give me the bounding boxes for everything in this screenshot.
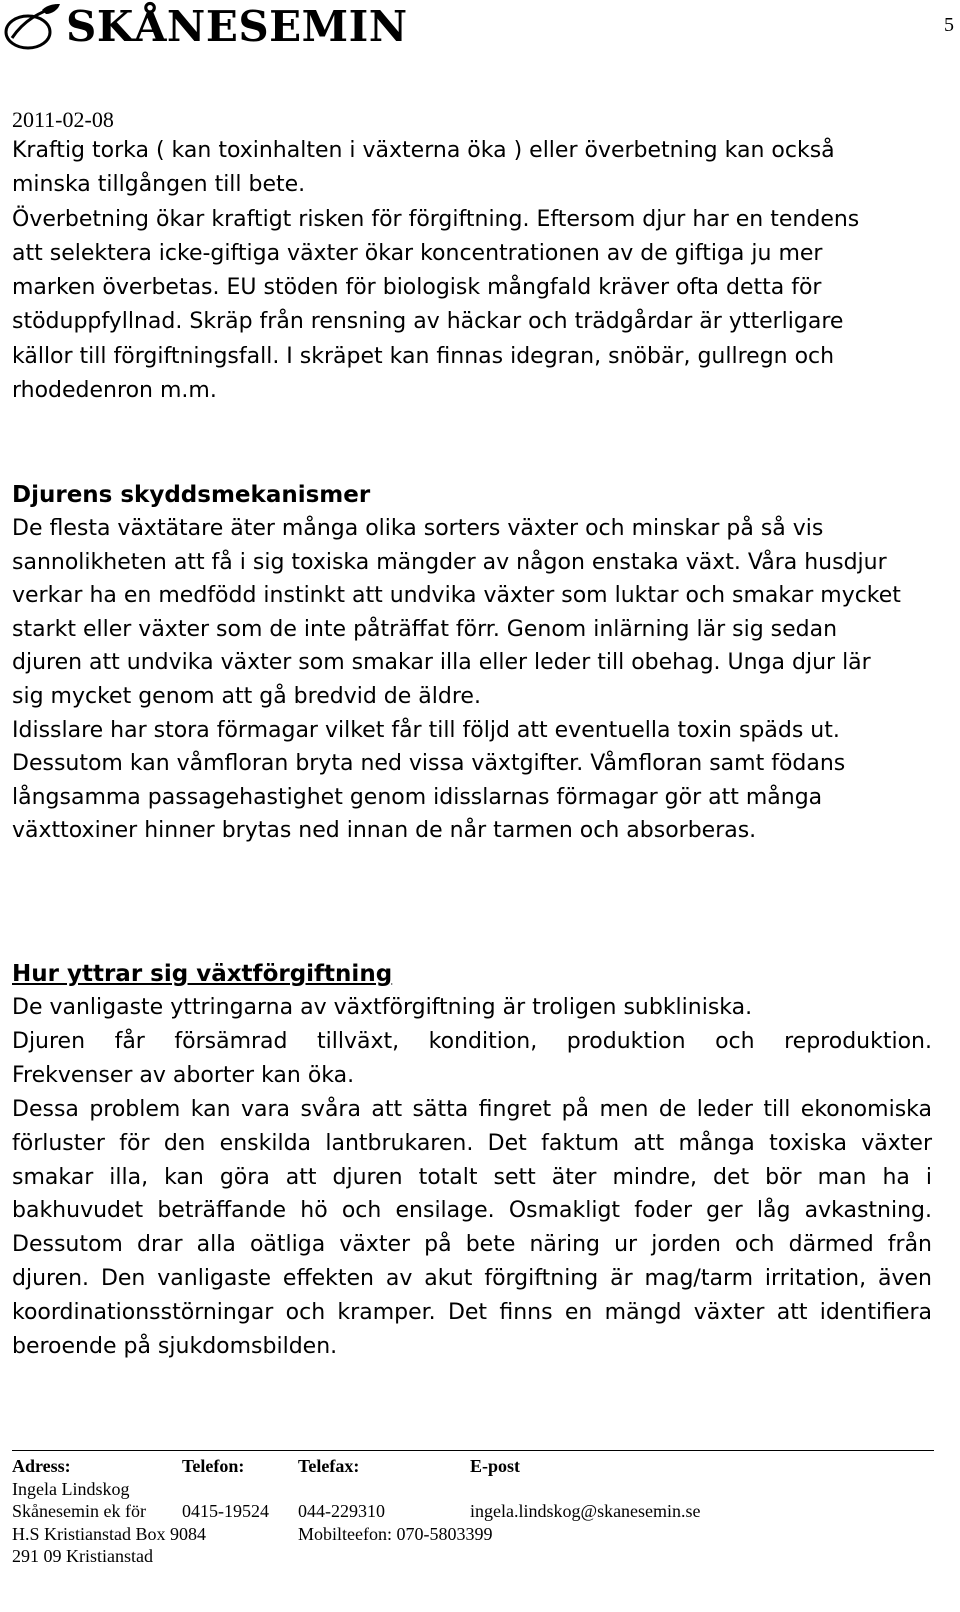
text-line: sannolikheten att få i sig toxiska mängder av någon enstaka växt. Våra husdjur (12, 549, 887, 575)
text-line: Idisslare har stora förmagar vilket får till följd att eventuella toxin späds ut. (12, 717, 840, 743)
text-line: starkt eller växter som de inte påträffat förr. Genom inlärning lär sig sedan (12, 616, 838, 642)
footer-header-email: E-post (470, 1456, 521, 1476)
text-line: att selektera icke-giftiga växter ökar koncentrationen av de giftiga ju mer (12, 240, 823, 266)
text-line: Dessa problem kan vara svåra att sätta fingret på men de leder till ekonomiska (12, 1096, 932, 1122)
document-date: 2011-02-08 (12, 107, 114, 132)
text-line: djuren. Den vanligaste effekten av akut förgiftning är mag/tarm irritation, även (12, 1266, 932, 1292)
text-line: rhodedenron m.m. (12, 378, 217, 404)
footer-header-phone: Telefon: (182, 1456, 245, 1476)
footer-header-row (12, 1456, 932, 1479)
footer-address: Skånesemin ek för (12, 1501, 146, 1521)
text-line: Djuren får försämrad tillväxt, kondition, produktion och reproduktion. (12, 1028, 932, 1054)
page-number: 5 (944, 14, 954, 36)
text-line: Dessutom kan våmfloran bryta ned vissa växtgifter. Våmfloran samt födans (12, 751, 846, 777)
text-line: djuren att undvika växter som smakar illa eller leder till obehag. Unga djur lär (12, 650, 871, 676)
section-heading-skyddsmekanismer: Djurens skyddsmekanismer (12, 482, 371, 508)
text-line: marken överbetas. EU stöden för biologisk mångfald kräver ofta detta för (12, 275, 822, 301)
section-body-vaxtforgiftning (12, 991, 932, 1364)
text-line: minska tillgången till bete. (12, 172, 306, 198)
footer-row (12, 1524, 932, 1547)
section-heading-vaxtforgiftning: Hur yttrar sig växtförgiftning (12, 961, 393, 987)
footer-header-address: Adress: (12, 1456, 71, 1476)
footer-divider (12, 1450, 934, 1451)
text-line: verkar ha en medfödd instinkt att undvika växter som luktar och smakar mycket (12, 583, 901, 609)
text-line: Frekvenser av aborter kan öka. (12, 1062, 355, 1088)
footer-email-link[interactable]: ingela.lindskog@skanesemin.se (470, 1501, 701, 1521)
logo-wordmark: SKÅNESEMIN (66, 2, 408, 51)
footer-row (12, 1501, 932, 1524)
text-line: förluster för den enskilda lantbrukaren. Det faktum att många toxiska växter (12, 1130, 932, 1156)
text-line: växttoxiner hinner brytas ned innan de når tarmen och absorberas. (12, 818, 757, 844)
text-line: källor till förgiftningsfall. I skräpet kan finnas idegran, snöbär, gullregn och (12, 343, 835, 369)
text-line: Överbetning ökar kraftigt risken för förgiftning. Eftersom djur har en tendens (12, 206, 860, 232)
footer-address: 291 09 Kristianstad (12, 1546, 153, 1566)
text-line: långsamma passagehastighet genom idisslarnas förmagar gör att många (12, 784, 823, 810)
footer-phone: 0415-19524 (182, 1501, 269, 1521)
company-logo (0, 0, 420, 60)
footer-address: Ingela Lindskog (12, 1478, 130, 1499)
footer-header-fax: Telefax: (298, 1456, 360, 1476)
intro-paragraph (12, 134, 932, 408)
section-body-skyddsmekanismer (12, 512, 932, 848)
text-line: Kraftig torka ( kan toxinhalten i växterna öka ) eller överbetning kan också (12, 138, 835, 163)
text-line: koordinationsstörningar och kramper. Det finns en mängd växter att identifiera (12, 1300, 932, 1326)
text-line: sig mycket genom att gå bredvid de äldre. (12, 683, 481, 709)
footer-address: H.S Kristianstad Box 9084 (12, 1523, 207, 1544)
footer-fax: 044-229310 (298, 1501, 385, 1521)
leaf-emblem-icon (2, 2, 62, 54)
text-line: Dessutom drar alla oätliga växter på bete näring ur jorden och därmed från (12, 1232, 932, 1258)
text-line: stöduppfyllnad. Skräp från rensning av häckar och trädgårdar är ytterligare (12, 309, 844, 335)
text-line: smakar illa, kan göra att djuren totalt sett äter mindre, det bör man ha i (12, 1164, 932, 1190)
footer-contact-table (12, 1456, 932, 1569)
text-line: De vanligaste yttringarna av växtförgiftning är troligen subkliniska. (12, 995, 753, 1020)
footer-row (12, 1546, 932, 1569)
text-line: beroende på sjukdomsbilden. (12, 1334, 338, 1360)
text-line: bakhuvudet beträffande hö och ensilage. Osmakligt foder ger låg avkastning. (12, 1198, 932, 1224)
footer-row (12, 1479, 932, 1502)
text-line: De flesta växtätare äter många olika sorters växter och minskar på så vis (12, 516, 824, 541)
footer-mobile: Mobilteefon: 070-5803399 (298, 1523, 493, 1544)
